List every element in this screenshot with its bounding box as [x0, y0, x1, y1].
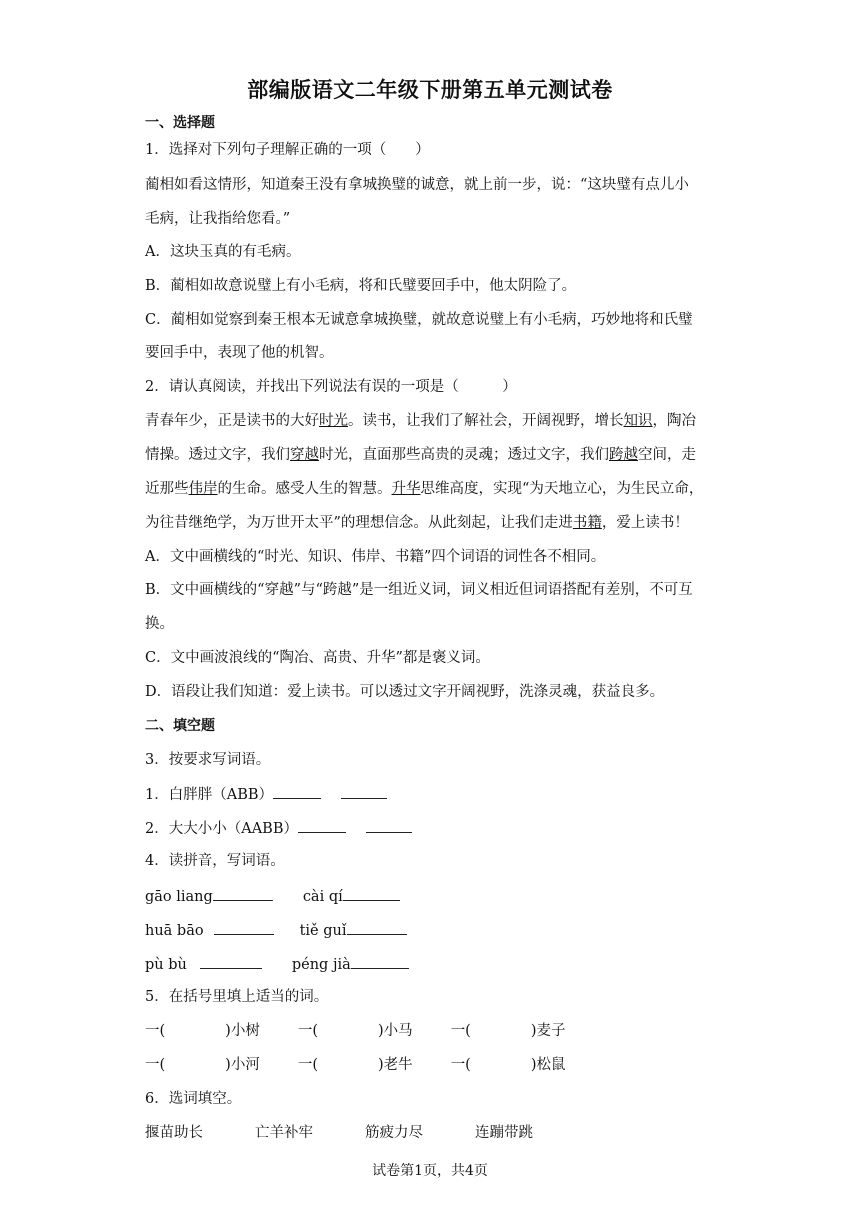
q2-option-b-line1: B．文中画横线的“穿越”与“跨越”是一组近义词，词义相近但词语搭配有差别，不可互 — [145, 582, 693, 598]
q1-passage-line1: 蔺相如看这情形，知道秦王没有拿城换璧的诚意，就上前一步，说：“这块璧有点儿小 — [145, 177, 689, 193]
q1-option-b: B．蔺相如故意说璧上有小毛病，将和氏璧要回手中，他太阴险了。 — [145, 278, 577, 294]
page-footer: 试卷第1页，共4页 — [372, 1163, 488, 1179]
q4-row-3 — [145, 954, 409, 975]
q2-text: 为往昔继绝学，为万世开太平”的理想信念。从此刻起，让我们走进 — [145, 515, 573, 531]
q2-passage-line3 — [145, 479, 703, 499]
answer-blank[interactable] — [200, 954, 262, 969]
q5-text: 一( — [297, 1057, 319, 1073]
q2-option-a: A．文中画横线的“时光、知识、伟岸、书籍”四个词语的词性各不相同。 — [145, 549, 606, 565]
q5-text: )老牛 — [378, 1057, 413, 1073]
q4-row-2 — [145, 920, 407, 941]
q5-row-2 — [145, 1055, 566, 1075]
q1-option-a: A．这块玉真的有毛病。 — [145, 244, 301, 260]
pinyin-label: péng jià — [291, 957, 351, 973]
q2-passage-line2 — [145, 445, 696, 465]
q1-stem: 1．选择对下列句子理解正确的一项（ ） — [145, 142, 430, 158]
q2-text: ，爱上读书！ — [601, 515, 689, 531]
q5-row-1 — [145, 1021, 566, 1041]
q2-underlined-word: 书籍 — [572, 515, 602, 531]
q2-text: 时光，直面那些高贵的灵魂；透过文字，我们 — [319, 447, 609, 463]
answer-blank[interactable] — [298, 818, 346, 833]
q3-stem: 3．按要求写词语。 — [145, 752, 271, 768]
q3-item-label: 2．大大小小（AABB） — [145, 821, 298, 837]
answer-blank[interactable] — [213, 886, 273, 901]
q5-text: 一( — [450, 1023, 471, 1039]
q5-text: 一( — [297, 1023, 319, 1039]
q1-option-c-line1: C．蔺相如觉察到秦王根本无诚意拿城换璧，就故意说璧上有小毛病，巧妙地将和氏璧 — [145, 312, 693, 328]
q2-text: 空间，走 — [638, 447, 696, 463]
q5-text: )小马 — [378, 1023, 413, 1039]
q4-stem: 4．读拼音，写词语。 — [145, 853, 285, 869]
answer-blank[interactable] — [273, 784, 321, 799]
q2-passage-line4 — [145, 513, 689, 533]
word-option: 筋疲力尽 — [365, 1125, 423, 1141]
q2-option-d: D．语段让我们知道：爱上读书。可以透过文字开阔视野，洗涤灵魂，获益良多。 — [145, 684, 665, 700]
q2-underlined-word: 跨越 — [609, 447, 638, 463]
q2-text: 。读书，让我们了解社会，开阔视野，增长 — [348, 413, 624, 429]
q4-row-1 — [145, 886, 400, 907]
answer-blank[interactable] — [214, 920, 274, 935]
answer-blank[interactable] — [351, 954, 409, 969]
q2-stem: 2．请认真阅读，并找出下列说法有误的一项是（ ） — [145, 379, 517, 395]
q6-word-bank — [145, 1123, 533, 1143]
q2-text: 思维高度，实现“为天地立心，为生民立命， — [420, 481, 704, 497]
q5-text: 一( — [145, 1023, 166, 1039]
q2-underlined-word: 穿越 — [290, 447, 319, 463]
q2-underlined-word: 时光 — [319, 413, 348, 429]
q5-text: )小河 — [225, 1057, 260, 1073]
q2-option-c: C．文中画波浪线的“陶冶、高贵、升华”都是褒义词。 — [145, 650, 490, 666]
word-option: 连蹦带跳 — [475, 1125, 533, 1141]
q5-text: )松鼠 — [530, 1057, 566, 1073]
q1-option-c-line2: 要回手中，表现了他的机智。 — [145, 345, 334, 361]
word-option: 揠苗助长 — [145, 1125, 203, 1141]
q2-option-b-line2: 换。 — [145, 616, 174, 632]
q5-text: 一( — [145, 1057, 166, 1073]
pinyin-label: huā bāo — [145, 923, 204, 939]
answer-blank[interactable] — [341, 784, 387, 799]
q2-text: 青春年少，正是读书的大好 — [145, 413, 319, 429]
q5-text: 一( — [450, 1057, 471, 1073]
page-title: 部编版语文二年级下册第五单元测试卷 — [247, 78, 613, 102]
section-heading-choice: 一、选择题 — [145, 115, 215, 131]
answer-blank[interactable] — [366, 818, 412, 833]
q3-item-2 — [145, 818, 412, 839]
pinyin-label: tiě guǐ — [299, 923, 347, 939]
q2-text: ，陶冶 — [652, 413, 696, 429]
q6-stem: 6．选词填空。 — [145, 1091, 242, 1107]
q3-item-1 — [145, 784, 387, 805]
pinyin-label: gāo liang — [145, 889, 213, 905]
answer-blank[interactable] — [343, 886, 400, 901]
q2-underlined-word: 知识 — [623, 413, 653, 429]
answer-blank[interactable] — [347, 920, 407, 935]
word-option: 亡羊补牢 — [255, 1125, 313, 1141]
q5-text: )麦子 — [530, 1023, 566, 1039]
q2-underlined-word: 升华 — [391, 481, 421, 497]
q3-item-label: 1．白胖胖（ABB） — [145, 787, 274, 803]
q2-text: 情操。透过文字，我们 — [145, 447, 290, 463]
section-heading-fill: 二、填空题 — [145, 718, 215, 734]
q5-stem: 5．在括号里填上适当的词。 — [145, 989, 329, 1005]
q2-underlined-word: 伟岸 — [188, 481, 218, 497]
pinyin-label: pù bù — [145, 957, 187, 973]
q2-text: 近那些 — [145, 481, 189, 497]
q5-text: )小树 — [225, 1023, 260, 1039]
pinyin-label: cài qí — [302, 889, 343, 905]
q1-passage-line2: 毛病，让我指给您看。” — [145, 211, 291, 227]
q2-text: 的生命。感受人生的智慧。 — [217, 481, 392, 497]
q2-passage-line1 — [145, 411, 696, 431]
